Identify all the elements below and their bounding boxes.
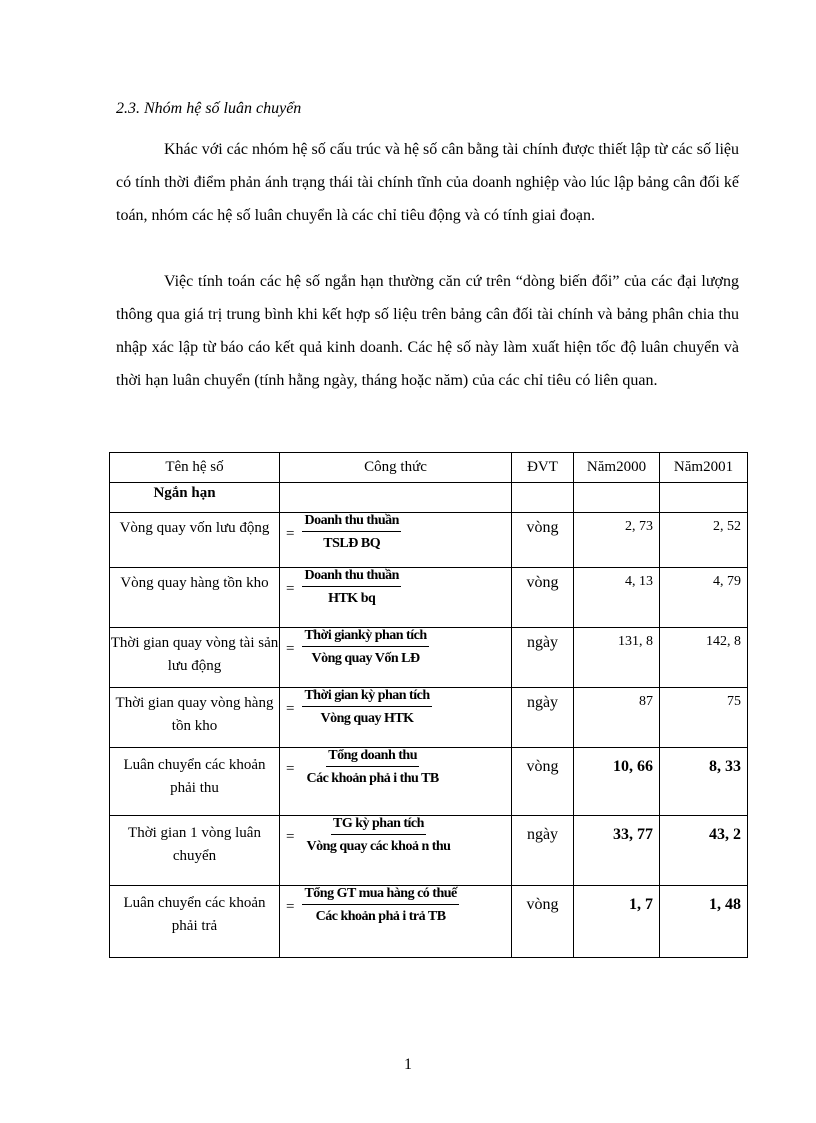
section-label: Ngắn hạn	[110, 483, 280, 513]
table-row	[110, 568, 748, 628]
value-2000: 33, 77	[574, 816, 660, 886]
ratio-name: Vòng quay hàng tồn kho	[110, 568, 280, 628]
header-year-2001: Năm2001	[660, 453, 748, 483]
formula-fraction	[306, 816, 450, 855]
formula-denominator: Các khoản phả i thu TB	[306, 771, 439, 786]
header-year-2000: Năm2000	[574, 453, 660, 483]
formula-cell	[280, 886, 512, 958]
paragraph-1: Khác với các nhóm hệ số cấu trúc và hệ số cân bằng tài chính được thiết lập từ các số liệu có tính thời điểm phản ánh trạng thái tài chính tĩnh của doanh nghiệp vào lúc lập bảng cân đối kế toán, nhóm các hệ số luân chuyển là các chỉ tiêu động và có tính giai đoạn.	[116, 141, 739, 224]
formula-denominator: TSLĐ BQ	[323, 536, 381, 551]
equals-sign: =	[286, 899, 295, 915]
paragraph-2: Việc tính toán các hệ số ngắn hạn thường căn cứ trên “dòng biến đổi” của các đại lượng thông qua giá trị trung bình khi kết hợp số liệu trên bảng cân đối tài chính và bảng phân chia thu nhập xác lập từ báo cáo kết quả kinh doanh. Các hệ số này làm xuất hiện tốc độ luân chuyển và thời hạn luân chuyển (tính hằng ngày, tháng hoặc năm) của các chỉ tiêu có liên quan.	[116, 273, 739, 389]
formula-numerator: Thời giankỳ phan tích	[302, 628, 428, 647]
formula-numerator: Thời gian kỳ phan tích	[302, 688, 431, 707]
table-row	[110, 816, 748, 886]
formula-cell	[280, 628, 512, 688]
formula-fraction	[302, 886, 458, 925]
value-2001: 43, 2	[660, 816, 748, 886]
equals-sign: =	[286, 526, 295, 542]
ratio-name: Thời gian quay vòng tài sản lưu động	[110, 628, 280, 688]
formula-denominator: HTK bq	[328, 591, 376, 606]
ratio-name: Thời gian 1 vòng luân chuyển	[110, 816, 280, 886]
table-row	[110, 886, 748, 958]
formula-cell	[280, 816, 512, 886]
formula-fraction	[302, 688, 431, 727]
section-heading: 2.3. Nhóm hệ số luân chuyển	[116, 100, 302, 117]
unit: ngày	[512, 688, 574, 748]
formula-numerator: TG kỳ phan tích	[331, 816, 426, 835]
formula-fraction	[302, 513, 400, 552]
header-formula: Công thức	[280, 453, 512, 483]
unit: ngày	[512, 628, 574, 688]
value-2000: 1, 7	[574, 886, 660, 958]
equals-sign: =	[286, 701, 295, 717]
unit: ngày	[512, 816, 574, 886]
table-row	[110, 513, 748, 568]
value-2000: 2, 73	[574, 513, 660, 568]
value-2001: 8, 33	[660, 748, 748, 816]
formula-cell	[280, 568, 512, 628]
table-section-row	[110, 483, 748, 513]
formula-cell	[280, 748, 512, 816]
unit: vòng	[512, 513, 574, 568]
equals-sign: =	[286, 581, 295, 597]
formula-fraction	[302, 568, 400, 607]
header-name: Tên hệ số	[110, 453, 280, 483]
formula-denominator: Vòng quay các khoả n thu	[306, 839, 451, 854]
formula-numerator: Tổng doanh thu	[326, 748, 419, 767]
value-2000: 87	[574, 688, 660, 748]
formula-numerator: Doanh thu thuần	[302, 513, 400, 532]
header-unit: ĐVT	[512, 453, 574, 483]
formula-fraction	[302, 628, 428, 667]
unit: vòng	[512, 568, 574, 628]
value-2001: 4, 79	[660, 568, 748, 628]
value-2001: 142, 8	[660, 628, 748, 688]
formula-numerator: Doanh thu thuần	[302, 568, 400, 587]
page-number: 1	[404, 1056, 412, 1073]
ratio-name: Luân chuyển các khoản phải trả	[110, 886, 280, 958]
table-header-row	[110, 453, 748, 483]
formula-cell	[280, 513, 512, 568]
table-row	[110, 628, 748, 688]
equals-sign: =	[286, 829, 295, 845]
table-row	[110, 688, 748, 748]
formula-denominator: Vòng quay HTK	[320, 711, 414, 726]
equals-sign: =	[286, 761, 295, 777]
ratio-table	[109, 452, 748, 958]
formula-numerator: Tổng GT mua hàng có thuế	[302, 886, 458, 905]
ratio-name: Luân chuyển các khoản phải thu	[110, 748, 280, 816]
unit: vòng	[512, 886, 574, 958]
formula-cell	[280, 688, 512, 748]
formula-denominator: Các khoản phả i trả TB	[315, 909, 446, 924]
value-2000: 10, 66	[574, 748, 660, 816]
formula-denominator: Vòng quay Vốn LĐ	[311, 651, 420, 666]
value-2001: 2, 52	[660, 513, 748, 568]
value-2001: 1, 48	[660, 886, 748, 958]
unit: vòng	[512, 748, 574, 816]
ratio-name: Vòng quay vốn lưu động	[110, 513, 280, 568]
equals-sign: =	[286, 641, 295, 657]
formula-fraction	[306, 748, 438, 787]
value-2000: 131, 8	[574, 628, 660, 688]
value-2001: 75	[660, 688, 748, 748]
table-row	[110, 748, 748, 816]
value-2000: 4, 13	[574, 568, 660, 628]
ratio-name: Thời gian quay vòng hàng tồn kho	[110, 688, 280, 748]
